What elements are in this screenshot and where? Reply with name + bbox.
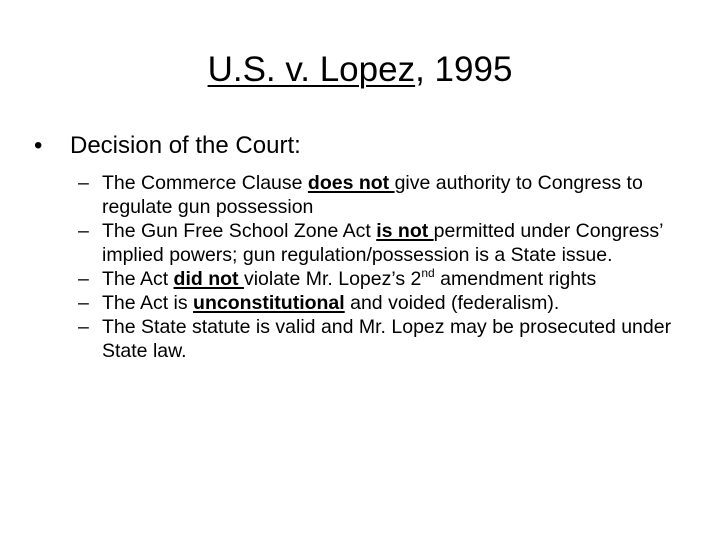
subpoint-emphasis: unconstitutional <box>193 292 345 314</box>
subpoint-gun-free-zone <box>78 219 678 267</box>
case-year: , 1995 <box>415 50 513 89</box>
ordinal-superscript: nd <box>421 265 435 280</box>
subpoint-second-amendment <box>78 267 678 291</box>
subpoint-text: and voided (federalism). <box>344 292 560 314</box>
main-bullet-text: Decision of the Court: <box>70 132 301 159</box>
subpoint-state-statute <box>78 315 678 363</box>
subpoint-text: The Act <box>102 268 174 290</box>
subpoint-text: permitted under Congress’ implied powers; gun regulation/possession is a State issue. <box>102 220 663 266</box>
subpoint-unconstitutional <box>78 291 678 315</box>
bullet-marker: • <box>34 132 43 159</box>
subpoint-text: The Act is <box>102 292 194 314</box>
subpoint-text: give authority to Congress to regulate gun possession <box>102 172 643 218</box>
dash-marker: – <box>78 292 89 314</box>
subpoint-list <box>78 171 678 363</box>
case-name: U.S. v. Lopez <box>207 50 416 89</box>
dash-marker: – <box>78 316 89 338</box>
dash-marker: – <box>78 172 89 194</box>
subpoint-text: violate Mr. Lopez’s 2 <box>243 268 422 290</box>
slide-title <box>0 48 720 92</box>
subpoint-text: The Commerce Clause <box>102 172 308 194</box>
subpoint-commerce-clause <box>78 171 678 219</box>
dash-marker: – <box>78 268 89 290</box>
subpoint-text: The State statute is valid and Mr. Lopez may be prosecuted under State law. <box>102 316 672 362</box>
subpoint-emphasis: does not <box>307 172 395 194</box>
dash-marker: – <box>78 220 89 242</box>
subpoint-text: The Gun Free School Zone Act <box>102 220 377 242</box>
subpoint-emphasis: did not <box>173 268 244 290</box>
main-bullet <box>34 130 301 162</box>
subpoint-text: amendment rights <box>434 268 597 290</box>
subpoint-emphasis: is not <box>376 220 434 242</box>
